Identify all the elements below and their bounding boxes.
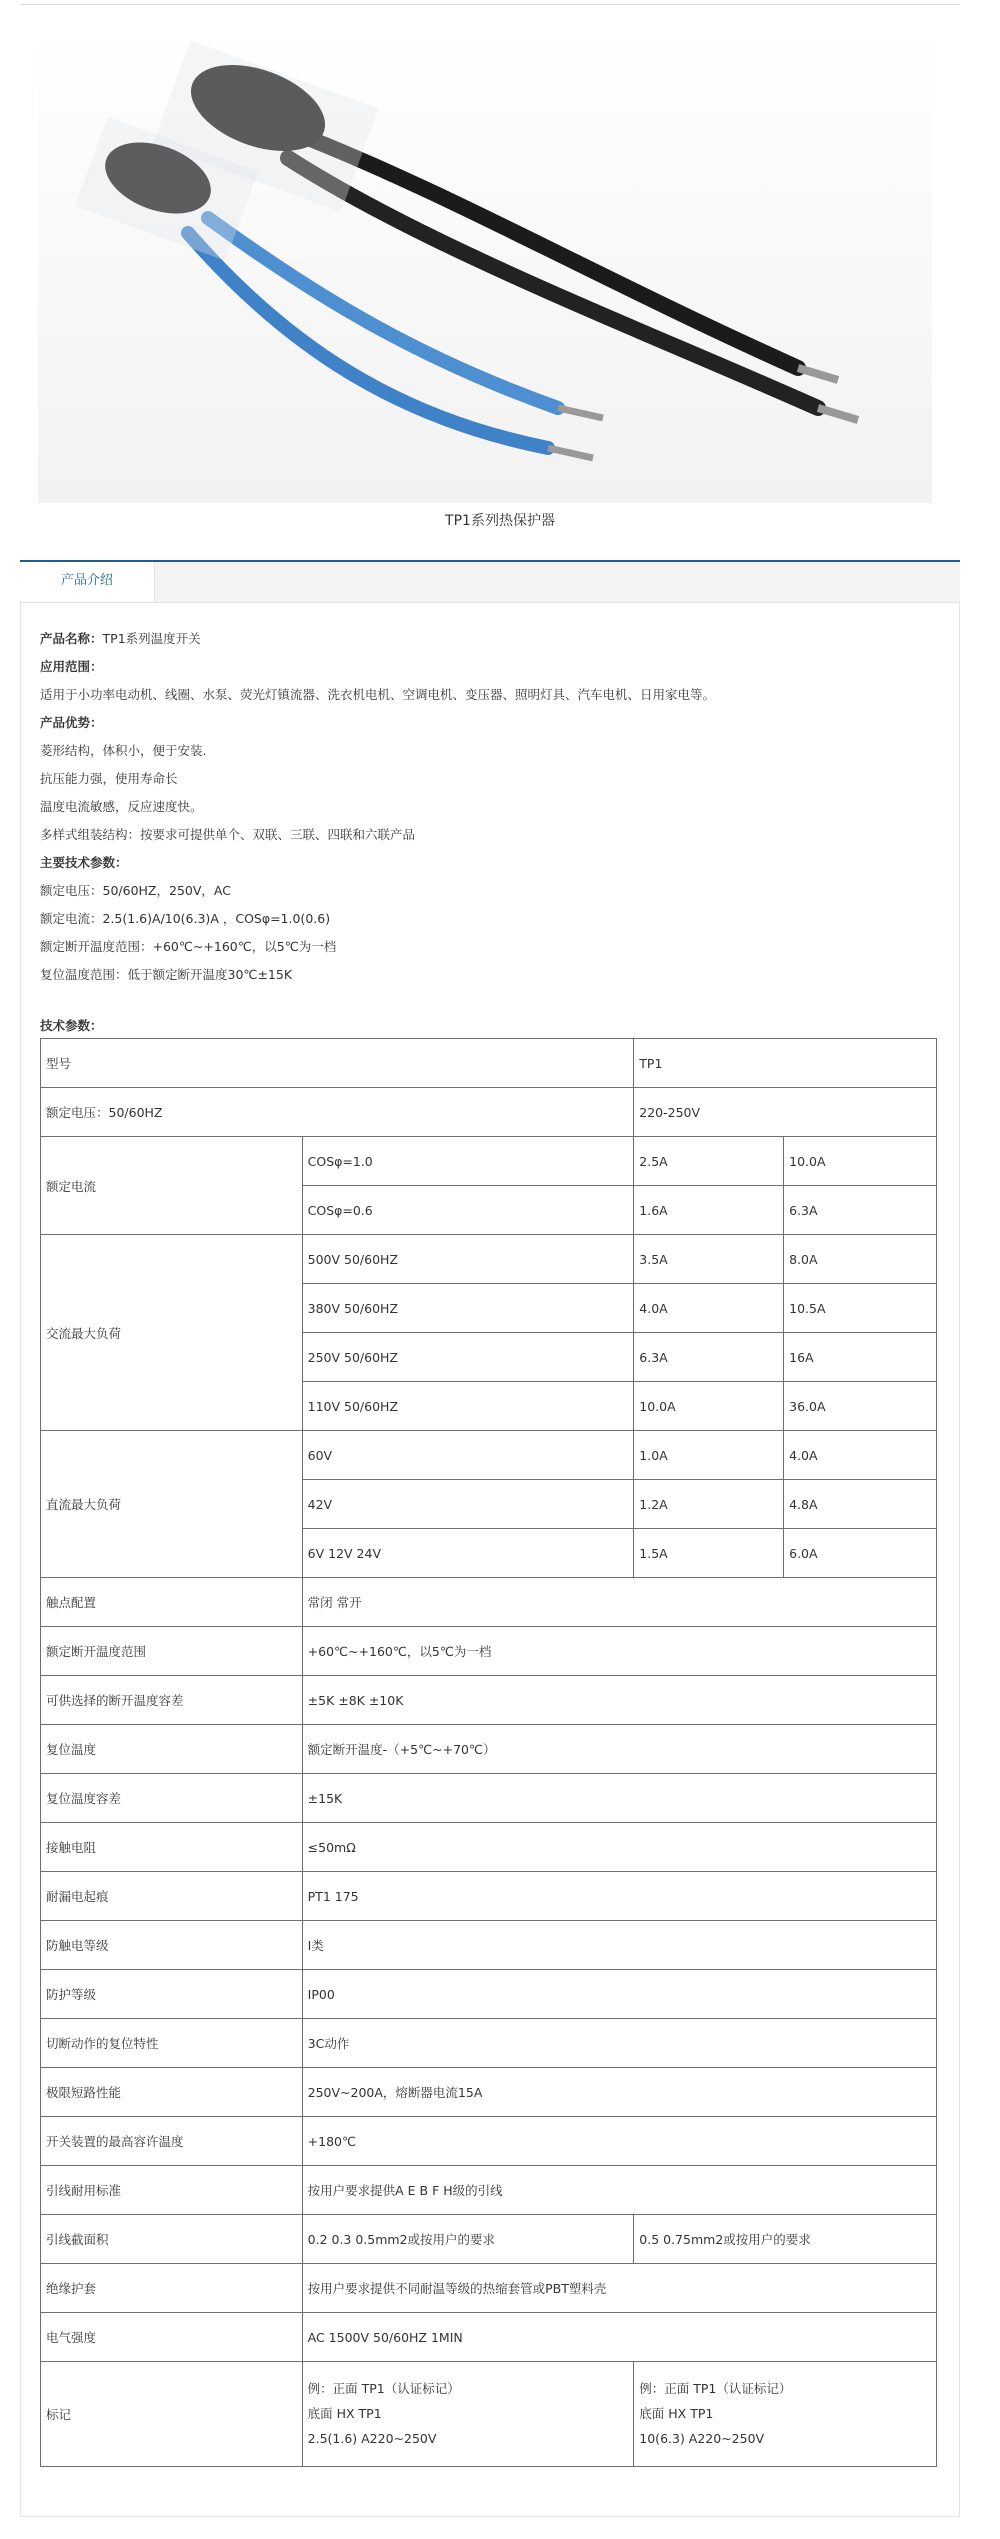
image-caption: TP1系列热保护器 xyxy=(445,513,555,529)
intro-line: 适用于小功率电动机、线圈、水泵、荧光灯镇流器、洗衣机电机、空调电机、变压器、照明灯具、汽车电机、日用家电等。 xyxy=(40,687,716,702)
table-row: 42V 1.2A 4.8A xyxy=(41,1480,937,1529)
intro-line: 产品优势： xyxy=(40,715,103,730)
table-row: 直流最大负荷 60V 1.0A 4.0A xyxy=(41,1431,937,1480)
marking-left: 例：正面 TP1（认证标记） 底面 HX TP1 2.5(1.6) A220~250V xyxy=(302,2362,634,2467)
table-row: 型号 TP1 xyxy=(41,1039,937,1088)
intro-line: 额定电流：2.5(1.6)A/10(6.3)A ，COSφ=1.0(0.6) xyxy=(40,911,331,926)
table-row: 额定电流 COSφ=1.0 2.5A 10.0A xyxy=(41,1137,937,1186)
table-row: 切断动作的复位特性 3C动作 xyxy=(41,2019,937,2068)
marking-right: 例：正面 TP1（认证标记） 底面 HX TP1 10(6.3) A220~250V xyxy=(634,2362,937,2467)
table-row: 标记 例：正面 TP1（认证标记） 底面 HX TP1 2.5(1.6) A220~250V 例：正面 TP1（认证标记） 底面 HX TP1 10(6.3) A220~250V xyxy=(41,2362,937,2467)
intro-line: 额定断开温度范围：+60℃~+160℃，以5℃为一档 xyxy=(40,939,337,954)
tech-title: 技术参数： xyxy=(40,1018,103,1033)
table-row: 防触电等级 Ⅰ类 xyxy=(41,1921,937,1970)
table-row: 交流最大负荷 500V 50/60HZ 3.5A 8.0A xyxy=(41,1235,937,1284)
table-row: COSφ=0.6 1.6A 6.3A xyxy=(41,1186,937,1235)
table-row: 电气强度 AC 1500V 50/60HZ 1MIN xyxy=(41,2313,937,2362)
table-row: 110V 50/60HZ 10.0A 36.0A xyxy=(41,1382,937,1431)
table-row: 额定电压：50/60HZ 220-250V xyxy=(41,1088,937,1137)
top-divider xyxy=(20,4,960,5)
intro-line: 主要技术参数： xyxy=(40,855,128,870)
table-row: 380V 50/60HZ 4.0A 10.5A xyxy=(41,1284,937,1333)
intro-line: 抗压能力强，使用寿命长 xyxy=(40,771,178,786)
intro-line: 复位温度范围：低于额定断开温度30℃±15K xyxy=(40,967,293,982)
tab-bar xyxy=(20,560,960,603)
table-row: 开关装置的最高容许温度 +180℃ xyxy=(41,2117,937,2166)
table-row: 触点配置 常闭 常开 xyxy=(41,1578,937,1627)
intro-line: 菱形结构，体积小，便于安装. xyxy=(40,743,207,758)
table-row: 防护等级 IP00 xyxy=(41,1970,937,2019)
table-row: 复位温度容差 ±15K xyxy=(41,1774,937,1823)
table-row: 6V 12V 24V 1.5A 6.0A xyxy=(41,1529,937,1578)
table-row: 耐漏电起痕 PT1 175 xyxy=(41,1872,937,1921)
product-photo xyxy=(38,28,932,503)
tab-product-intro[interactable]: 产品介绍 xyxy=(20,562,155,602)
table-row: 接触电阻 ≤50mΩ xyxy=(41,1823,937,1872)
intro-line: 温度电流敏感，反应速度快。 xyxy=(40,799,203,814)
intro-line: 产品名称：TP1系列温度开关 xyxy=(40,631,201,646)
intro-line: 额定电压：50/60HZ，250V，AC xyxy=(40,883,231,898)
table-row: 绝缘护套 按用户要求提供不同耐温等级的热缩套管或PBT塑料壳 xyxy=(41,2264,937,2313)
table-row: 引线耐用标准 按用户要求提供A E B F H级的引线 xyxy=(41,2166,937,2215)
intro-line: 应用范围： xyxy=(40,659,103,674)
table-row: 引线截面积 0.2 0.3 0.5mm2或按用户的要求 0.5 0.75mm2或按用户的要求 xyxy=(41,2215,937,2264)
table-row: 额定断开温度范围 +60℃~+160℃，以5℃为一档 xyxy=(41,1627,937,1676)
intro-line: 多样式组装结构：按要求可提供单个、双联、三联、四联和六联产品 xyxy=(40,827,416,842)
spec-table xyxy=(40,1038,937,2467)
table-row: 250V 50/60HZ 6.3A 16A xyxy=(41,1333,937,1382)
table-row: 极限短路性能 250V~200A，熔断器电流15A xyxy=(41,2068,937,2117)
table-row: 可供选择的断开温度容差 ±5K ±8K ±10K xyxy=(41,1676,937,1725)
table-row: 复位温度 额定断开温度-（+5℃~+70℃） xyxy=(41,1725,937,1774)
